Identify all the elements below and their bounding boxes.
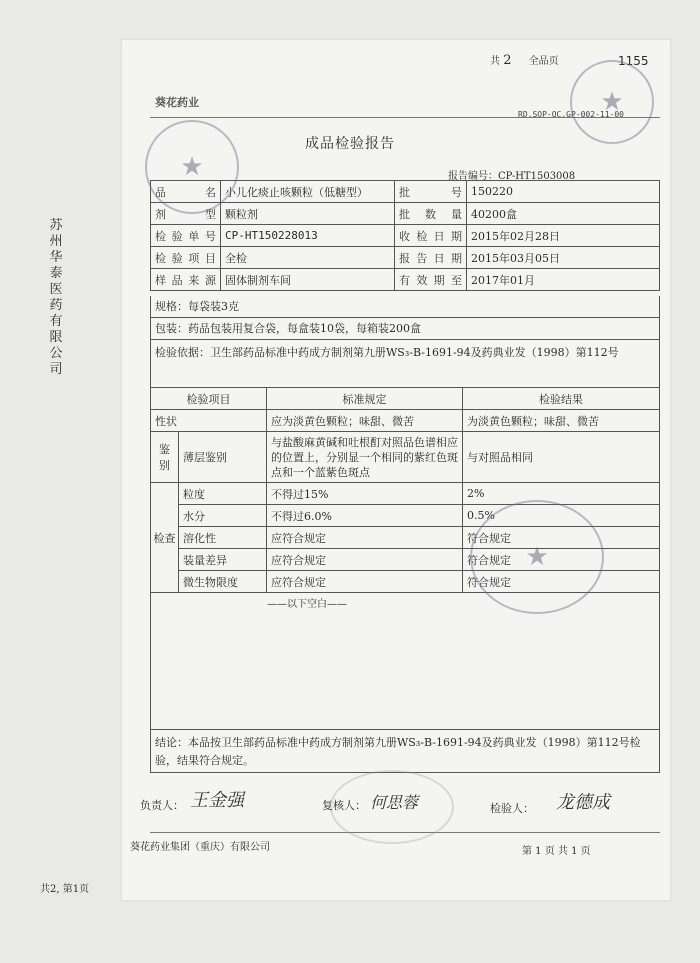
report-number: 报告编号：CP-HT1503008 — [448, 171, 576, 182]
col-result: 检验结果 — [463, 388, 660, 410]
col-item: 检验项目 — [151, 388, 267, 410]
results-header — [151, 388, 660, 410]
result-cell: 为淡黄色颗粒；味甜、微苦 — [463, 410, 660, 432]
blank-area — [151, 593, 660, 732]
margin-company-text: 苏州华泰医药有限公司 — [49, 218, 63, 377]
conclusion-row: 结论：本品按卫生部药品标准中药成方制剂第九册WS₃-B-1691-94及药典业发（1998）第112号检验，结果符合规定。 — [150, 729, 660, 773]
info-label: 报告日期 — [395, 247, 467, 269]
doc-code: RD.SOP-QC.GP-002-11-00 — [518, 110, 624, 119]
std-cell: 应符合规定 — [267, 549, 463, 571]
info-label: 样品来源 — [151, 269, 221, 291]
info-value: 2015年03月05日 — [467, 247, 660, 269]
document-number: 1155 — [618, 54, 649, 68]
table-row — [151, 410, 660, 432]
quality-stamp-top-left: ★ — [145, 120, 239, 214]
reviewer-label: 复核人： — [322, 799, 366, 812]
std-cell: 不得过6.0% — [267, 505, 463, 527]
std-cell: 应符合规定 — [267, 571, 463, 593]
item-cell: 微生物限度 — [179, 571, 267, 593]
result-cell: 符合规定 — [463, 527, 660, 549]
spec-row: 规格：每袋装3克 — [150, 296, 660, 318]
info-value: 150220 — [467, 181, 660, 203]
info-row — [151, 203, 660, 225]
std-cell: 应符合规定 — [267, 527, 463, 549]
inspection-stamp-mid: ★ — [470, 500, 604, 614]
result-cell: 符合规定 — [463, 549, 660, 571]
reviewer-signature: 何思蓉 — [370, 793, 419, 812]
inspector-label: 检验人： — [490, 802, 534, 815]
footer-page: 第 1 页 共 1 页 — [522, 846, 591, 857]
info-label: 有效期至 — [395, 269, 467, 291]
info-value: 40200盒 — [467, 203, 660, 225]
page-title: 成品检验报告 — [305, 136, 395, 152]
margin-page-count: 共2, 第1页 — [40, 884, 90, 895]
inspector-signature: 龙德成 — [556, 792, 610, 813]
info-label: 检验项目 — [151, 247, 221, 269]
page-count-label: 共 2 全品页 — [490, 53, 559, 68]
basis-row: 检验依据：卫生部药品标准中药成方制剂第九册WS₃-B-1691-94及药典业发（1998）第112号 — [150, 340, 660, 388]
info-row — [151, 225, 660, 247]
item-cell: 性状 — [151, 410, 267, 432]
blank-marker: ——以下空白—— — [267, 599, 347, 610]
info-row — [151, 247, 660, 269]
result-cell: 0.5% — [463, 505, 660, 527]
item-cell: 装量差异 — [179, 549, 267, 571]
package-row: 包装：药品包装用复合袋，每盒装10袋，每箱装200盒 — [150, 318, 660, 340]
item-cell: 溶化性 — [179, 527, 267, 549]
item-cell: 粒度 — [179, 483, 267, 505]
info-value: 小儿化痰止咳颗粒（低糖型） — [221, 181, 395, 203]
responsible-signature: 王金强 — [190, 790, 244, 811]
faded-stamp-bottom — [330, 770, 454, 844]
info-label: 批 号 — [395, 181, 467, 203]
table-row — [151, 483, 660, 505]
group-cell: 检查 — [151, 483, 179, 593]
group-cell: 鉴别 — [151, 432, 179, 483]
info-label: 品 名 — [151, 181, 221, 203]
info-value: 2017年01月 — [467, 269, 660, 291]
info-label: 剂 型 — [151, 203, 221, 225]
company-logo: 葵花药业 — [155, 96, 199, 109]
std-cell: 与盐酸麻黄碱和吐根酊对照品色谱相应的位置上，分别显一个相同的紫红色斑点和一个蓝紫色斑点 — [267, 432, 463, 483]
info-value: 颗粒剂 — [221, 203, 395, 225]
std-cell: 应为淡黄色颗粒；味甜、微苦 — [267, 410, 463, 432]
col-standard: 标准规定 — [267, 388, 463, 410]
responsible-label: 负责人： — [140, 799, 184, 812]
info-row — [151, 269, 660, 291]
std-cell: 不得过15% — [267, 483, 463, 505]
result-cell: 与对照品相同 — [463, 432, 660, 483]
info-value: 固体制剂车间 — [221, 269, 395, 291]
item-cell: 水分 — [179, 505, 267, 527]
info-label: 检验单号 — [151, 225, 221, 247]
item-cell: 薄层鉴别 — [179, 432, 267, 483]
result-cell: 符合规定 — [463, 571, 660, 593]
info-label: 批 数 量 — [395, 203, 467, 225]
result-cell: 2% — [463, 483, 660, 505]
footer-company: 葵花药业集团（重庆）有限公司 — [130, 842, 270, 853]
info-value: CP-HT150228013 — [221, 225, 395, 247]
quality-stamp-top-right: ★ — [570, 60, 654, 144]
info-value: 全检 — [221, 247, 395, 269]
info-value: 2015年02月28日 — [467, 225, 660, 247]
info-label: 收检日期 — [395, 225, 467, 247]
table-row — [151, 432, 660, 483]
